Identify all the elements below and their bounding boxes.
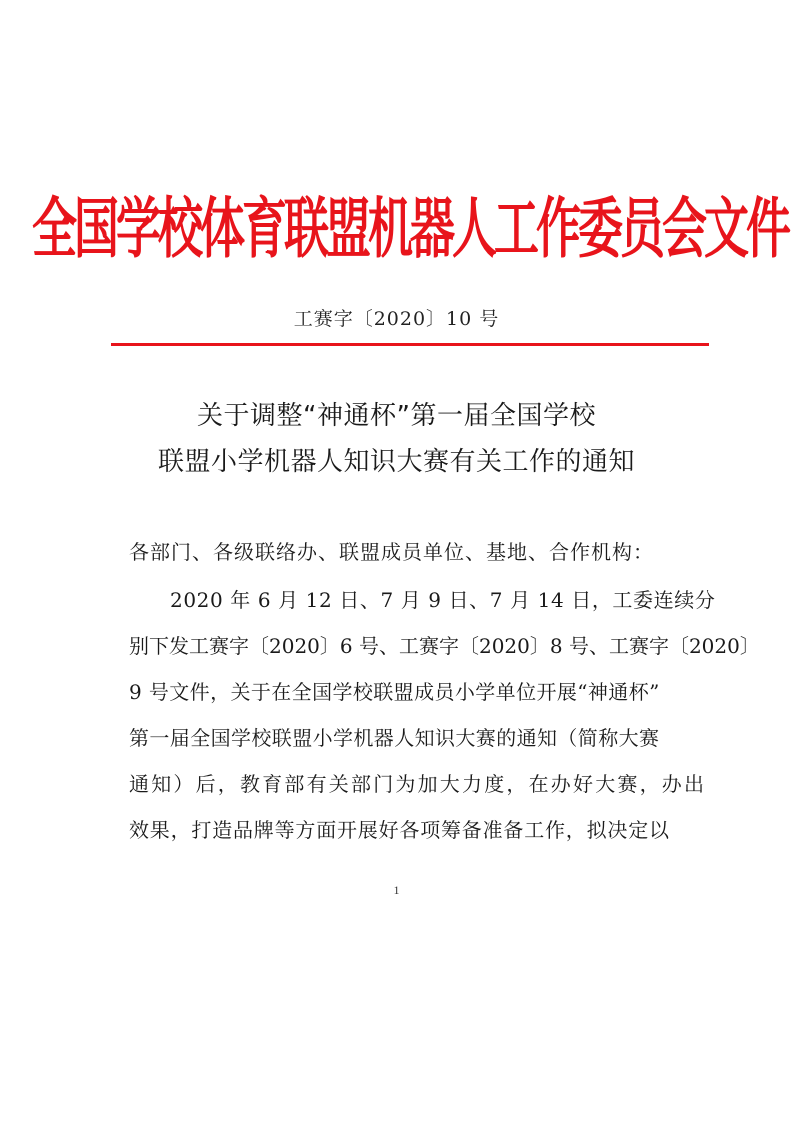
red-divider-rule — [111, 343, 709, 346]
body-line-2: 别下发工赛字〔2020〕6 号、工赛字〔2020〕8 号、工赛字〔2020〕 — [129, 634, 760, 658]
body-line-1: 2020 年 6 月 12 日、7 月 9 日、7 月 14 日，工委连续分 — [170, 588, 716, 612]
body-line-3: 9 号文件，关于在全国学校联盟成员小学单位开展“神通杯” — [129, 680, 660, 704]
masthead-title: 全国学校体育联盟机器人工作委员会文件 — [32, 189, 789, 267]
body-line-5: 通知）后，教育部有关部门为加大力度，在办好大赛，办出 — [129, 772, 707, 796]
notice-title-line-2: 联盟小学机器人知识大赛有关工作的通知 — [157, 447, 635, 477]
body-line-6: 效果，打造品牌等方面开展好各项筹备准备工作，拟决定以 — [129, 818, 670, 842]
salutation: 各部门、各级联络办、联盟成员单位、基地、合作机构： — [129, 540, 654, 564]
body-line-4: 第一届全国学校联盟小学机器人知识大赛的通知（简称大赛 — [129, 726, 660, 750]
page-number: 1 — [393, 883, 400, 897]
masthead — [32, 178, 789, 278]
document-number: 工赛字〔2020〕10 号 — [293, 308, 500, 330]
notice-title-line-1: 关于调整“神通杯”第一届全国学校 — [197, 401, 596, 431]
